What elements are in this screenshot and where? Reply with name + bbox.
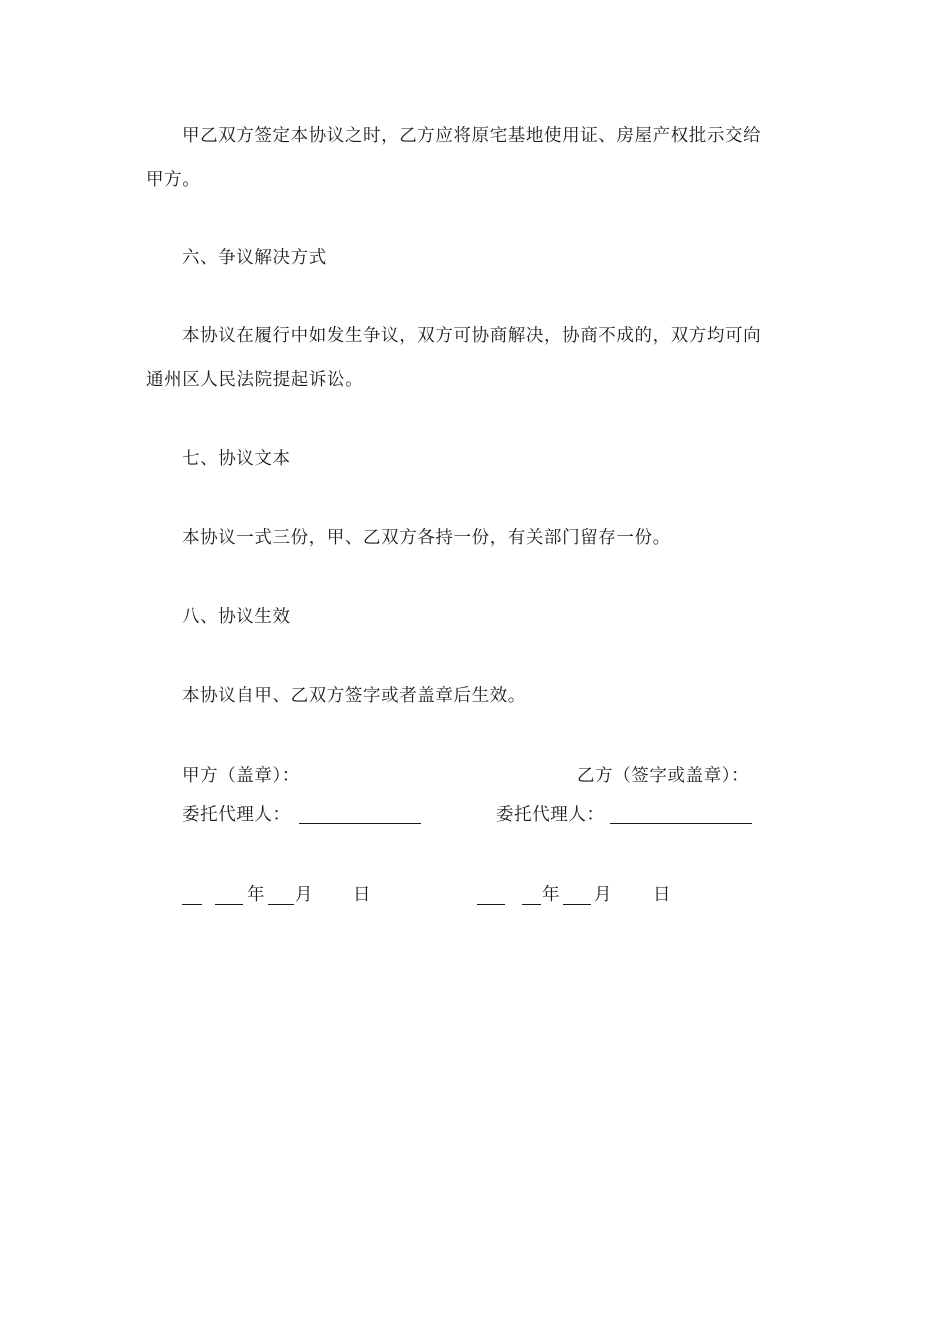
paragraph-handover-line-1: 甲乙双方签定本协议之时，乙方应将原宅基地使用证、房屋产权批示交给 xyxy=(182,126,762,146)
date-b-blank-1[interactable] xyxy=(477,904,505,905)
paragraph-handover-line-2: 甲方。 xyxy=(146,170,201,190)
heading-agreement-text: 七、协议文本 xyxy=(182,449,291,469)
date-a-year-label: 年 xyxy=(247,885,266,905)
date-a-blank-1[interactable] xyxy=(182,904,202,905)
heading-agreement-effect: 八、协议生效 xyxy=(182,607,291,627)
date-a-month-blank[interactable] xyxy=(268,904,294,905)
paragraph-dispute-line-1: 本协议在履行中如发生争议，双方可协商解决，协商不成的，双方均可向 xyxy=(182,326,762,346)
paragraph-dispute-line-2: 通州区人民法院提起诉讼。 xyxy=(146,370,364,390)
heading-dispute-resolution: 六、争议解决方式 xyxy=(182,248,327,268)
date-b-year-label: 年 xyxy=(542,885,561,905)
agent-b-blank[interactable] xyxy=(610,823,752,824)
date-a-day-label: 日 xyxy=(353,885,372,905)
date-b-day-label: 日 xyxy=(653,885,672,905)
agent-a-blank[interactable] xyxy=(299,823,421,824)
date-a-month-label: 月 xyxy=(295,885,314,905)
agent-a-label: 委托代理人： xyxy=(182,805,291,825)
date-b-year-blank[interactable] xyxy=(522,904,541,905)
agent-b-label: 委托代理人： xyxy=(496,805,605,825)
paragraph-effect: 本协议自甲、乙双方签字或者盖章后生效。 xyxy=(182,686,526,706)
party-a-seal-label: 甲方（盖章）： xyxy=(182,766,300,786)
date-a-year-blank[interactable] xyxy=(215,904,243,905)
date-b-month-label: 月 xyxy=(594,885,613,905)
date-b-month-blank[interactable] xyxy=(563,904,591,905)
party-b-signature-label: 乙方（签字或盖章）： xyxy=(577,766,750,786)
paragraph-copies: 本协议一式三份，甲、乙双方各持一份，有关部门留存一份。 xyxy=(182,528,671,548)
